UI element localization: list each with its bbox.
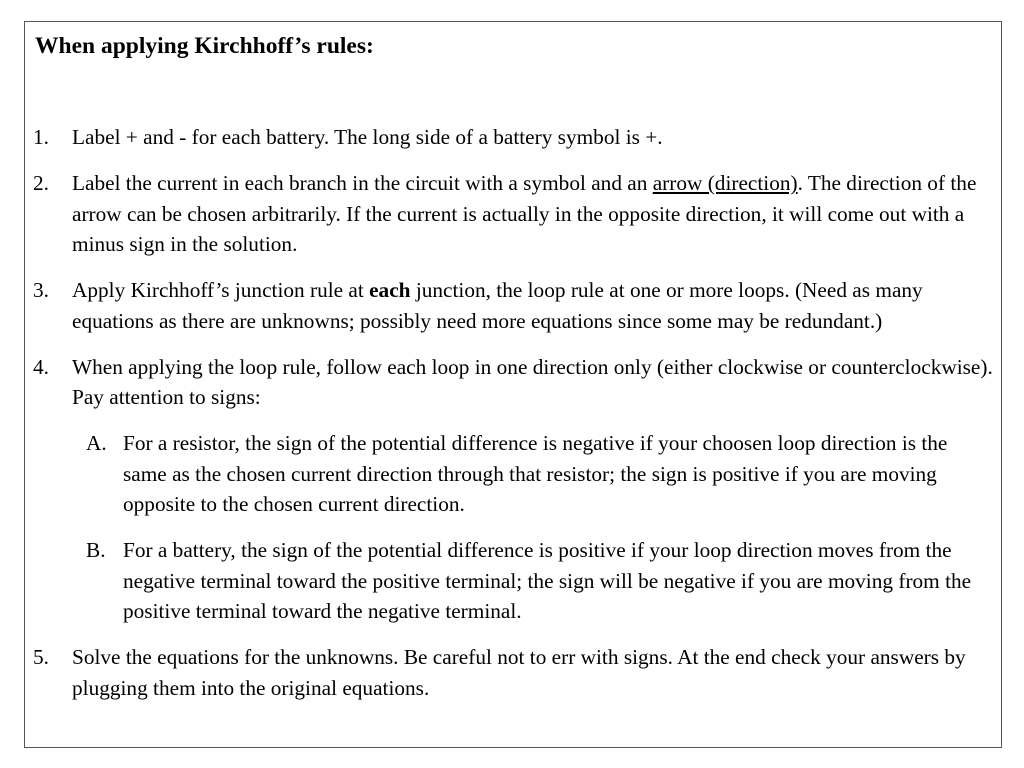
item-number: 4. <box>33 354 49 379</box>
item-text: . The direction of the arrow can be chosen arbitrarily. If the current is actually in the opposite direction, it will come out with a minus sign in the solution. <box>72 171 977 256</box>
rules-list <box>33 122 993 719</box>
page-title: When applying Kirchhoff’s rules: <box>35 33 374 59</box>
sub-item-text: For a resistor, the sign of the potential difference is negative if your choosen loop direction is the same as the chosen current direction through that resistor; the sign is positive if you are moving opposite to the chosen current direction. <box>123 431 948 516</box>
item-number: 2. <box>33 171 49 195</box>
item-text: Apply Kirchhoff’s junction rule at <box>72 278 370 302</box>
item-number: 1. <box>33 125 49 149</box>
item-text: junction, the loop rule at one or more loops. (Need as many equations as there are unknowns; possibly need more equations since some may be redundant.) <box>72 278 923 333</box>
list-item-1 <box>33 122 993 153</box>
list-item-4 <box>33 352 993 627</box>
underlined-term: arrow (direction) <box>652 171 798 195</box>
list-item-2 <box>33 168 993 260</box>
bold-term: each <box>369 278 411 302</box>
sub-item-b <box>72 535 993 627</box>
list-item-3 <box>33 275 993 336</box>
item-number: 3. <box>33 278 49 302</box>
sub-item-a <box>72 428 993 520</box>
item-text: Solve the equations for the unknowns. Be careful not to err with signs. At the end check your answers by plugging them into the original equations. <box>72 645 966 700</box>
sub-item-letter: A. <box>86 431 107 455</box>
item-text: When applying the loop rule, follow each loop in one direction only (either clockwise or counterclockwise). Pay attention to signs: <box>72 354 993 409</box>
sub-item-letter: B. <box>86 538 106 562</box>
item-text: Label + and - for each battery. The long side of a battery symbol is +. <box>72 125 663 149</box>
sub-item-text: For a battery, the sign of the potential difference is positive if your loop direction moves from the negative terminal toward the positive terminal; the sign will be negative if you are moving from the positive terminal toward the negative terminal. <box>123 538 972 623</box>
list-item-5 <box>33 642 993 703</box>
item-text: Label the current in each branch in the circuit with a symbol and an <box>72 171 653 195</box>
item-number: 5. <box>33 645 49 669</box>
